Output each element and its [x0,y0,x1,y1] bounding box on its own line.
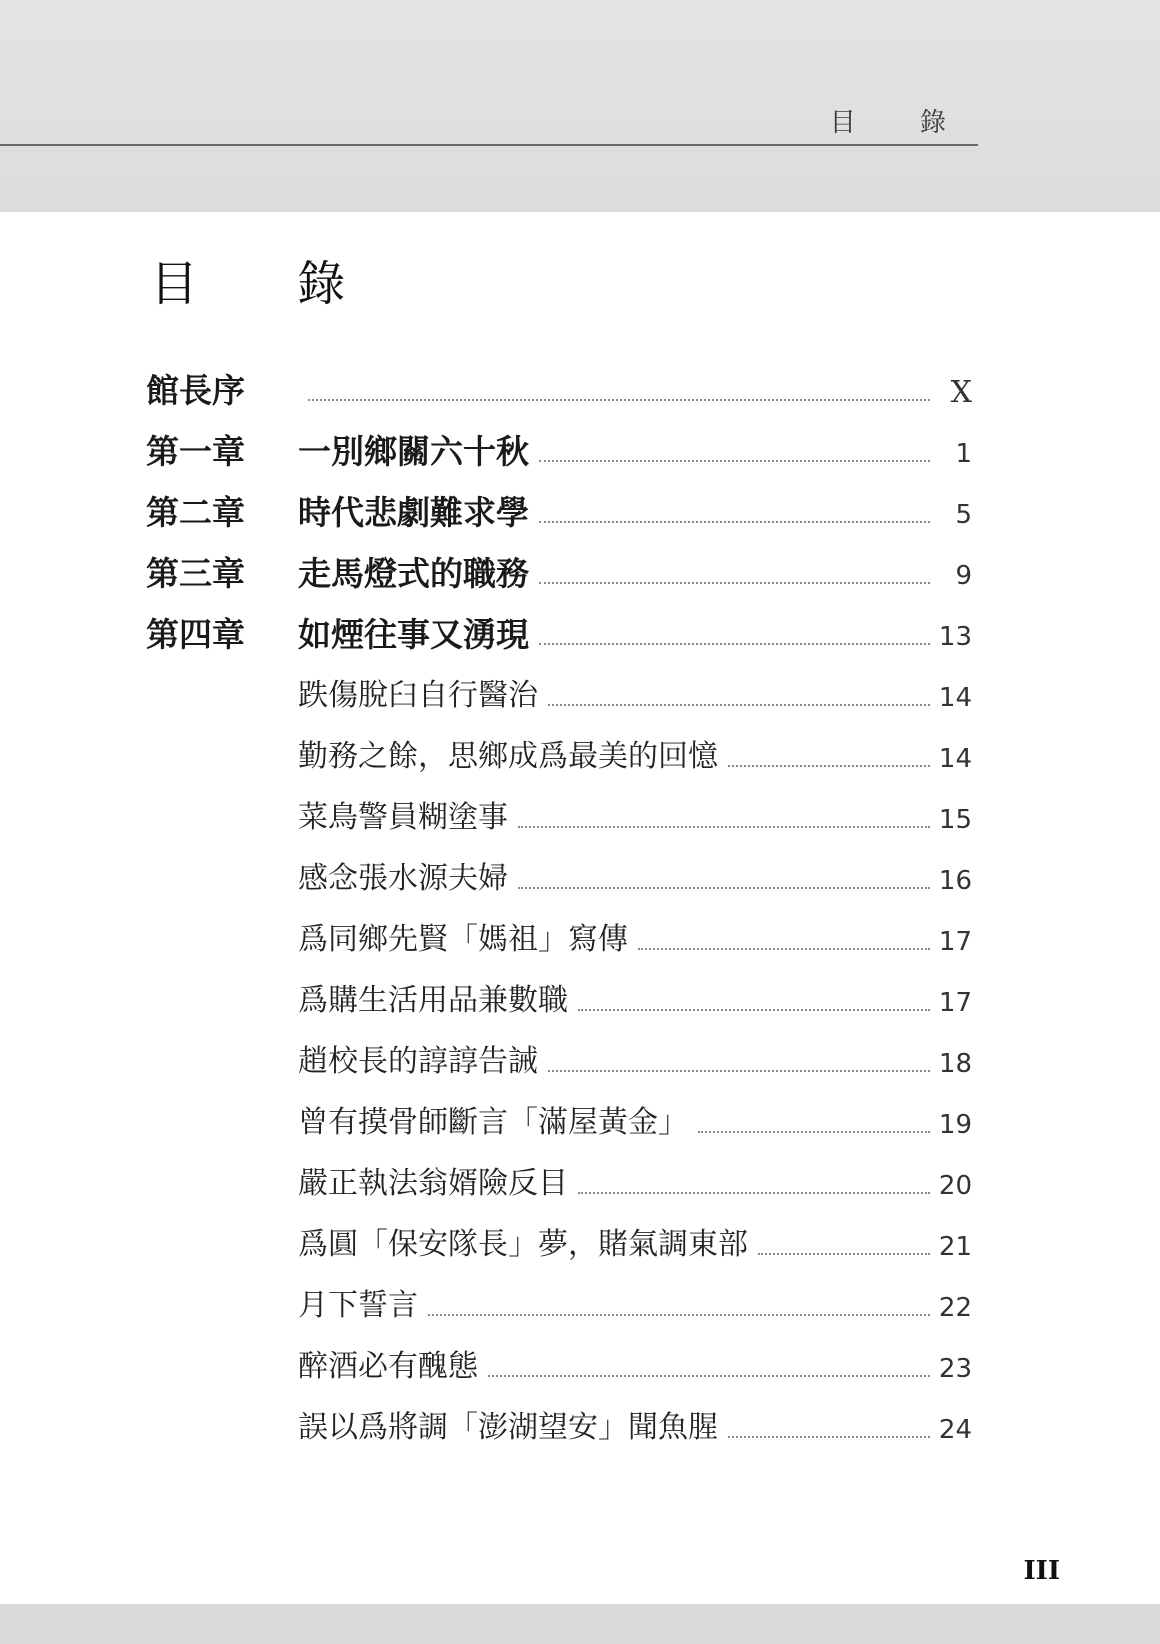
dot-leader [638,947,930,950]
page-folio: III [1023,1556,1060,1586]
toc-entry-chapter-3[interactable] [146,548,972,596]
dot-leader [548,703,930,706]
toc-entry-preface[interactable] [146,365,972,413]
dot-leader [728,764,930,767]
dot-leader [428,1313,930,1316]
toc-page-number: 13 [938,622,972,652]
dot-leader [698,1130,930,1133]
toc-title: 感念張水源夫婦 [298,861,508,896]
toc-page-number: 17 [938,927,972,957]
toc-entry-section[interactable] [146,1341,972,1389]
toc-page-number: 9 [955,561,972,591]
dot-leader [578,1191,930,1194]
toc-page-number: 22 [938,1293,972,1323]
toc-entry-section[interactable] [146,853,972,901]
toc-title: 月下誓言 [298,1288,418,1323]
toc-entry-section[interactable] [146,1402,972,1450]
toc-title: 如煙往事又湧現 [298,615,529,654]
toc-page-number: 24 [938,1415,972,1445]
dot-leader [548,1069,930,1072]
toc-page-number: 15 [938,805,972,835]
toc-entry-chapter-4[interactable] [146,609,972,657]
toc-chapter-label: 第一章 [146,432,245,471]
toc-title: 爲購生活用品兼數職 [298,983,568,1018]
toc-entry-section[interactable] [146,1036,972,1084]
toc-title: 菜鳥警員糊塗事 [298,800,508,835]
toc-page-number: 18 [938,1049,972,1079]
toc-page-number: 23 [938,1354,972,1384]
dot-leader [578,1008,930,1011]
toc-title: 走馬燈式的職務 [298,554,529,593]
toc-page-number: 14 [938,744,972,774]
toc-entry-section[interactable] [146,914,972,962]
dot-leader [758,1252,930,1255]
toc-entry-section[interactable] [146,1280,972,1328]
toc-page-number: 20 [938,1171,972,1201]
dot-leader [539,581,930,584]
header-rule [0,144,978,146]
toc-entry-section[interactable] [146,975,972,1023]
header-band [0,0,1160,212]
toc-chapter-label: 第三章 [146,554,245,593]
running-head: 目 錄 [829,108,974,138]
toc-chapter-label: 第二章 [146,493,245,532]
toc-title: 趙校長的諄諄告誡 [298,1044,538,1079]
page-title: 目 錄 [150,256,388,312]
toc-entry-section[interactable] [146,1097,972,1145]
toc-title: 爲圓「保安隊長」夢，賭氣調東部 [298,1227,748,1262]
toc-page-number: 19 [938,1110,972,1140]
footer-band [0,1604,1160,1644]
toc-page-number: 17 [938,988,972,1018]
toc-page-number: 21 [938,1232,972,1262]
toc-entry-chapter-2[interactable] [146,487,972,535]
toc-title: 醉酒必有醜態 [298,1349,478,1384]
toc-entry-section[interactable] [146,792,972,840]
toc-title: 嚴正執法翁婿險反目 [298,1166,568,1201]
dot-leader [518,825,930,828]
toc-chapter-label: 館長序 [146,371,245,410]
toc-page-number: 5 [955,500,972,530]
dot-leader [539,459,930,462]
toc-entry-section[interactable] [146,1158,972,1206]
toc-entry-chapter-1[interactable] [146,426,972,474]
dot-leader [488,1374,930,1377]
dot-leader [728,1435,930,1438]
toc-title: 誤以爲將調「澎湖望安」聞魚腥 [298,1410,718,1445]
toc-page-number: 14 [938,683,972,713]
dot-leader [308,398,930,401]
dot-leader [539,520,930,523]
dot-leader [518,886,930,889]
toc-title: 勤務之餘，思鄉成爲最美的回憶 [298,739,718,774]
toc-title: 時代悲劇難求學 [298,493,529,532]
toc-page-number: X [950,375,972,410]
toc-title: 一別鄉關六十秋 [298,432,529,471]
toc-entry-section[interactable] [146,1219,972,1267]
dot-leader [539,642,930,645]
toc-title: 爲同鄉先賢「媽祖」寫傳 [298,922,628,957]
toc-title: 跌傷脫臼自行醫治 [298,678,538,713]
toc-entry-section[interactable] [146,670,972,718]
toc-title: 曾有摸骨師斷言「滿屋黃金」 [298,1105,688,1140]
toc-page-number: 1 [955,439,972,469]
toc-entry-section[interactable] [146,731,972,779]
toc-chapter-label: 第四章 [146,615,245,654]
toc-page-number: 16 [938,866,972,896]
